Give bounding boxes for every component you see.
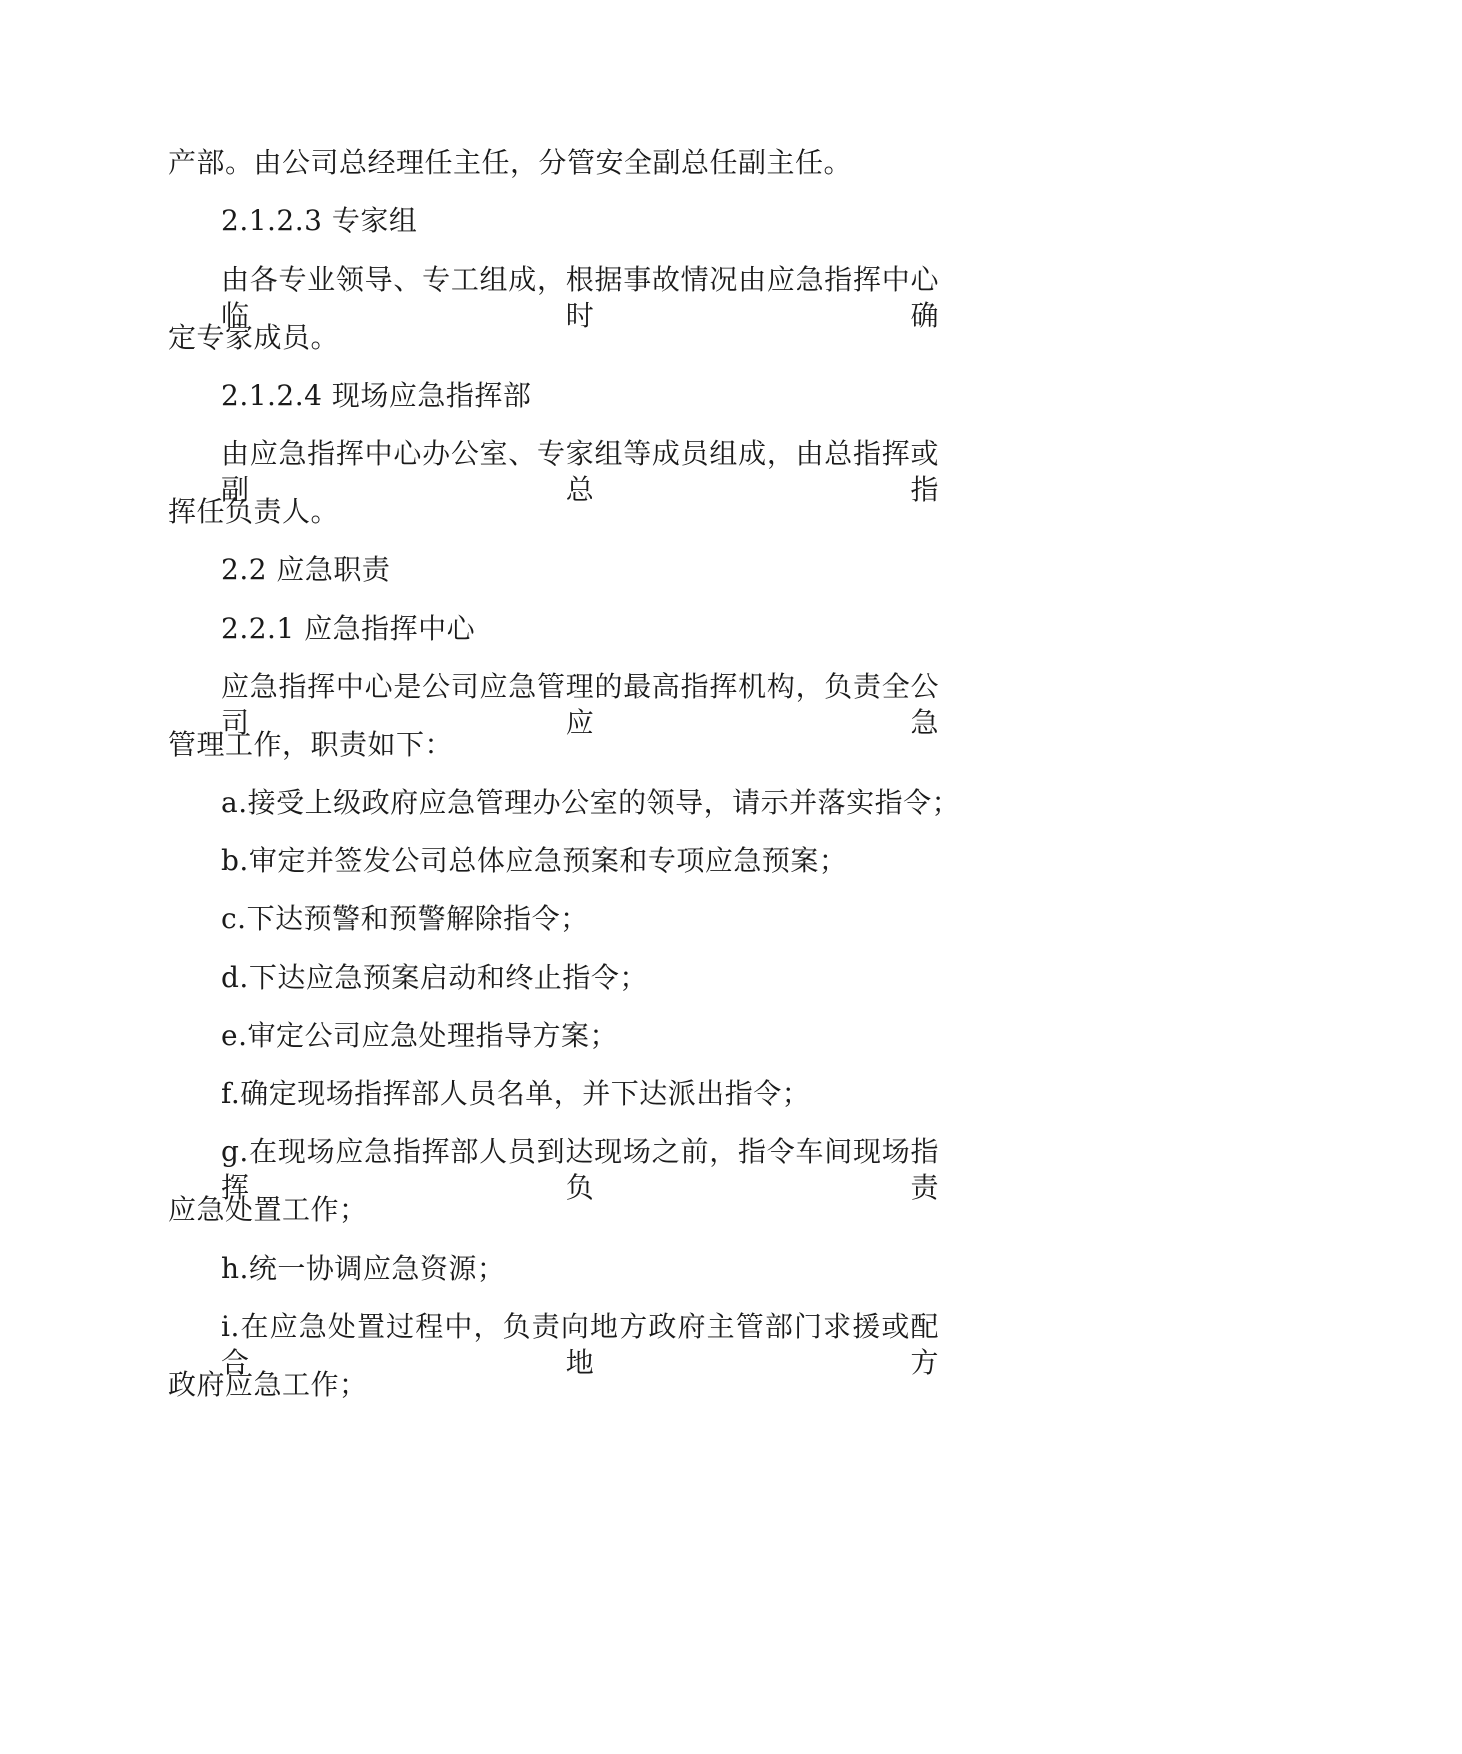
text-line [0,1018,1462,1054]
list-item: e.审定公司应急处理指导方案； [221,1019,618,1052]
text-line [0,1251,1462,1287]
text-line [0,494,1409,530]
text-line [0,552,1462,588]
paragraph-first-line: 由应急指挥中心办公室、专家组等成员组成，由总指挥或副总指 [221,437,939,506]
text-line [0,378,1462,414]
text-line [0,901,1462,937]
section-heading: 2.2.1 应急指挥中心 [221,612,476,645]
text-line [0,727,1409,763]
paragraph-continuation: 产部。由公司总经理任主任，分管安全副总任副主任。 [168,146,853,179]
section-heading: 2.1.2.4 现场应急指挥部 [221,379,532,412]
paragraph-continuation: 定专家成员。 [168,321,340,354]
paragraph-continuation: 管理工作，职责如下： [168,728,454,761]
text-line [0,203,1462,239]
paragraph-continuation: 挥任负责人。 [168,495,340,528]
text-line [0,320,1409,356]
text-line [0,611,1462,647]
paragraph-first-line: 由各专业领导、专工组成，根据事故情况由应急指挥中心临时确 [221,263,939,332]
section-heading: 2.2 应急职责 [221,553,391,586]
list-item: g.在现场应急指挥部人员到达现场之前，指令车间现场指挥负责 [221,1135,939,1204]
text-line [0,1076,1462,1112]
list-item: f.确定现场指挥部人员名单，并下达派出指令； [221,1077,811,1110]
list-item: d.下达应急预案启动和终止指令； [221,961,648,994]
text-line [0,145,1409,181]
list-item: b.审定并签发公司总体应急预案和专项应急预案； [221,844,848,877]
list-item: i.在应急处置过程中，负责向地方政府主管部门求援或配合地方 [221,1310,939,1379]
text-line [0,1309,1462,1379]
list-item-continuation: 应急处置工作； [168,1193,368,1226]
list-item: c.下达预警和预警解除指令； [221,902,589,935]
text-line [0,1134,1462,1204]
text-line [0,262,1462,332]
list-item: h.统一协调应急资源； [221,1252,506,1285]
text-line [0,960,1462,996]
text-line [0,785,1462,821]
section-heading: 2.1.2.3 专家组 [221,204,418,237]
text-line [0,843,1462,879]
list-item: a.接受上级政府应急管理办公室的领导，请示并落实指令； [221,786,961,819]
text-line [0,1367,1409,1403]
text-line [0,1192,1409,1228]
paragraph-first-line: 应急指挥中心是公司应急管理的最高指挥机构，负责全公司应急 [221,670,939,739]
text-line [0,436,1462,506]
list-item-continuation: 政府应急工作； [168,1368,368,1401]
text-line [0,669,1462,739]
